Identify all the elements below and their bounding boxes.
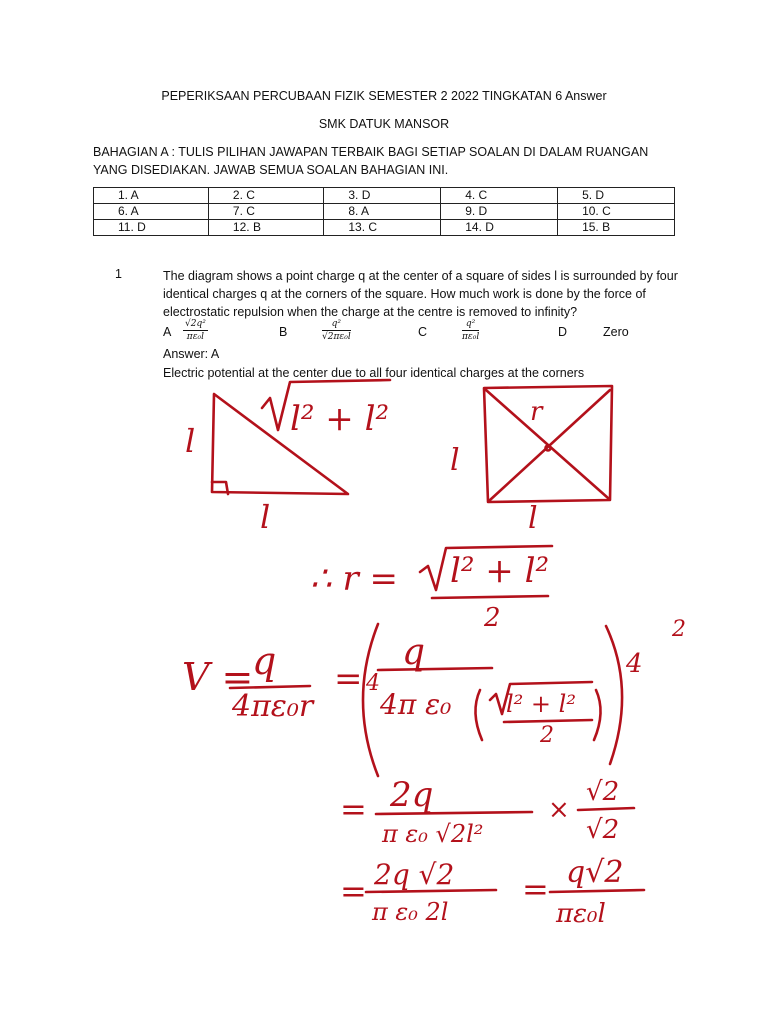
v-equation-numerator: q	[252, 639, 277, 683]
final-numerator: q√2	[566, 855, 624, 890]
step1-denominator: 4π ε₀	[380, 688, 452, 721]
r-equation-numerator: l² + l²	[450, 551, 550, 591]
final-bar	[550, 890, 644, 892]
final-denominator: πε₀l	[556, 899, 606, 929]
answer-cell: 13. C	[324, 220, 441, 236]
square-base-label: l	[528, 501, 538, 536]
answer-cell: 10. C	[558, 204, 675, 220]
step1-equals: =	[334, 659, 363, 699]
final-equals: =	[522, 870, 549, 908]
answer-cell: 5. D	[558, 188, 675, 204]
step1-exponent: 2	[672, 617, 686, 642]
option-c-denominator: πε₀l	[462, 332, 480, 342]
square-r-label: r	[530, 397, 543, 427]
step1-inner-bar	[504, 720, 592, 722]
answer-cell: 12. B	[208, 220, 323, 236]
answer-line: Answer: A	[163, 347, 220, 361]
answer-cell: 1. A	[94, 188, 209, 204]
v-equation-lhs: V =	[182, 655, 254, 699]
option-c-numerator: q²	[462, 318, 479, 331]
step2-sqrt2-denominator: √2	[586, 815, 620, 845]
step2-times: ×	[548, 795, 570, 825]
triangle-base-label: l	[260, 498, 271, 536]
option-d-letter: D	[558, 325, 568, 339]
v-equation-denominator: 4πε₀r	[232, 689, 314, 724]
step1-numerator: q	[402, 632, 426, 673]
answer-cell: 4. C	[441, 188, 558, 204]
triangle-side-label: l	[185, 422, 196, 460]
answer-cell: 11. D	[94, 220, 209, 236]
step1-right-paren	[606, 626, 622, 764]
step2-sqrt2-bar	[578, 808, 634, 810]
option-c-letter: C	[418, 325, 428, 339]
step3-denominator: π ε₀ 2l	[372, 898, 449, 926]
hypotenuse-label: l² + l²	[290, 399, 390, 439]
answer-cell: 14. D	[441, 220, 558, 236]
step1-bar	[378, 668, 492, 670]
explanation-line: Electric potential at the center due to all four identical charges at the corners	[163, 366, 585, 380]
step3-equals: =	[340, 872, 367, 910]
answer-cell: 6. A	[94, 204, 209, 220]
answer-cell: 3. D	[324, 188, 441, 204]
step1-inner-numerator: l² + l²	[506, 690, 576, 718]
step1-left-paren	[363, 624, 378, 776]
document-title: PEPERIKSAAN PERCUBAAN FIZIK SEMESTER 2 2022 TINGKATAN 6 Answer	[161, 89, 607, 103]
option-a-numerator: √2q²	[185, 319, 206, 329]
step1-inner-close-paren	[594, 690, 601, 740]
r-equation-denominator: 2	[484, 603, 501, 633]
option-a-letter: A	[163, 325, 172, 339]
answer-cell: 2. C	[208, 188, 323, 204]
diagonal-1	[486, 390, 608, 498]
option-d-text: Zero	[603, 325, 629, 339]
step2-sqrt2-numerator: √2	[586, 777, 620, 807]
option-a-denominator: πε₀l	[186, 332, 205, 342]
school-name: SMK DATUK MANSOR	[318, 117, 450, 131]
step2-numerator: 2q	[390, 775, 434, 815]
step1-inner-denominator: 2	[540, 723, 554, 748]
step3-numerator: 2q √2	[374, 858, 455, 891]
option-b-numerator: q²	[322, 318, 351, 331]
question-text: The diagram shows a point charge q at the center of a square of sides l is surrounded by four identical charges q at the corners of the square. How much work is done by the force of electrostatic repulsion when the charge at the centre is removed to infinity?	[163, 269, 678, 319]
r-equation-lhs: ∴ r =	[310, 559, 398, 599]
answer-cell: 7. C	[208, 204, 323, 220]
step1-multiplier: 4	[366, 671, 380, 696]
square-side-label: l	[450, 443, 460, 478]
step1-cancelled-4: 4	[626, 649, 643, 679]
option-b-denominator: √2πε₀l	[322, 332, 351, 342]
answer-cell: 8. A	[324, 204, 441, 220]
option-b-letter: B	[279, 325, 288, 339]
answer-cell: 9. D	[441, 204, 558, 220]
step2-denominator: π ε₀ √2l²	[382, 820, 484, 848]
section-instructions: BAHAGIAN A : TULIS PILIHAN JAWAPAN TERBAIK BAGI SETIAP SOALAN DI DALAM RUANGAN YANG DISEDIAKAN. JAWAB SEMUA SOALAN BAHAGIAN INI.	[93, 145, 649, 177]
step2-equals: =	[340, 790, 367, 828]
step1-inner-paren	[475, 690, 482, 740]
r-equation-bar	[432, 596, 548, 598]
answer-cell: 15. B	[558, 220, 675, 236]
question-number: 1	[115, 267, 122, 281]
